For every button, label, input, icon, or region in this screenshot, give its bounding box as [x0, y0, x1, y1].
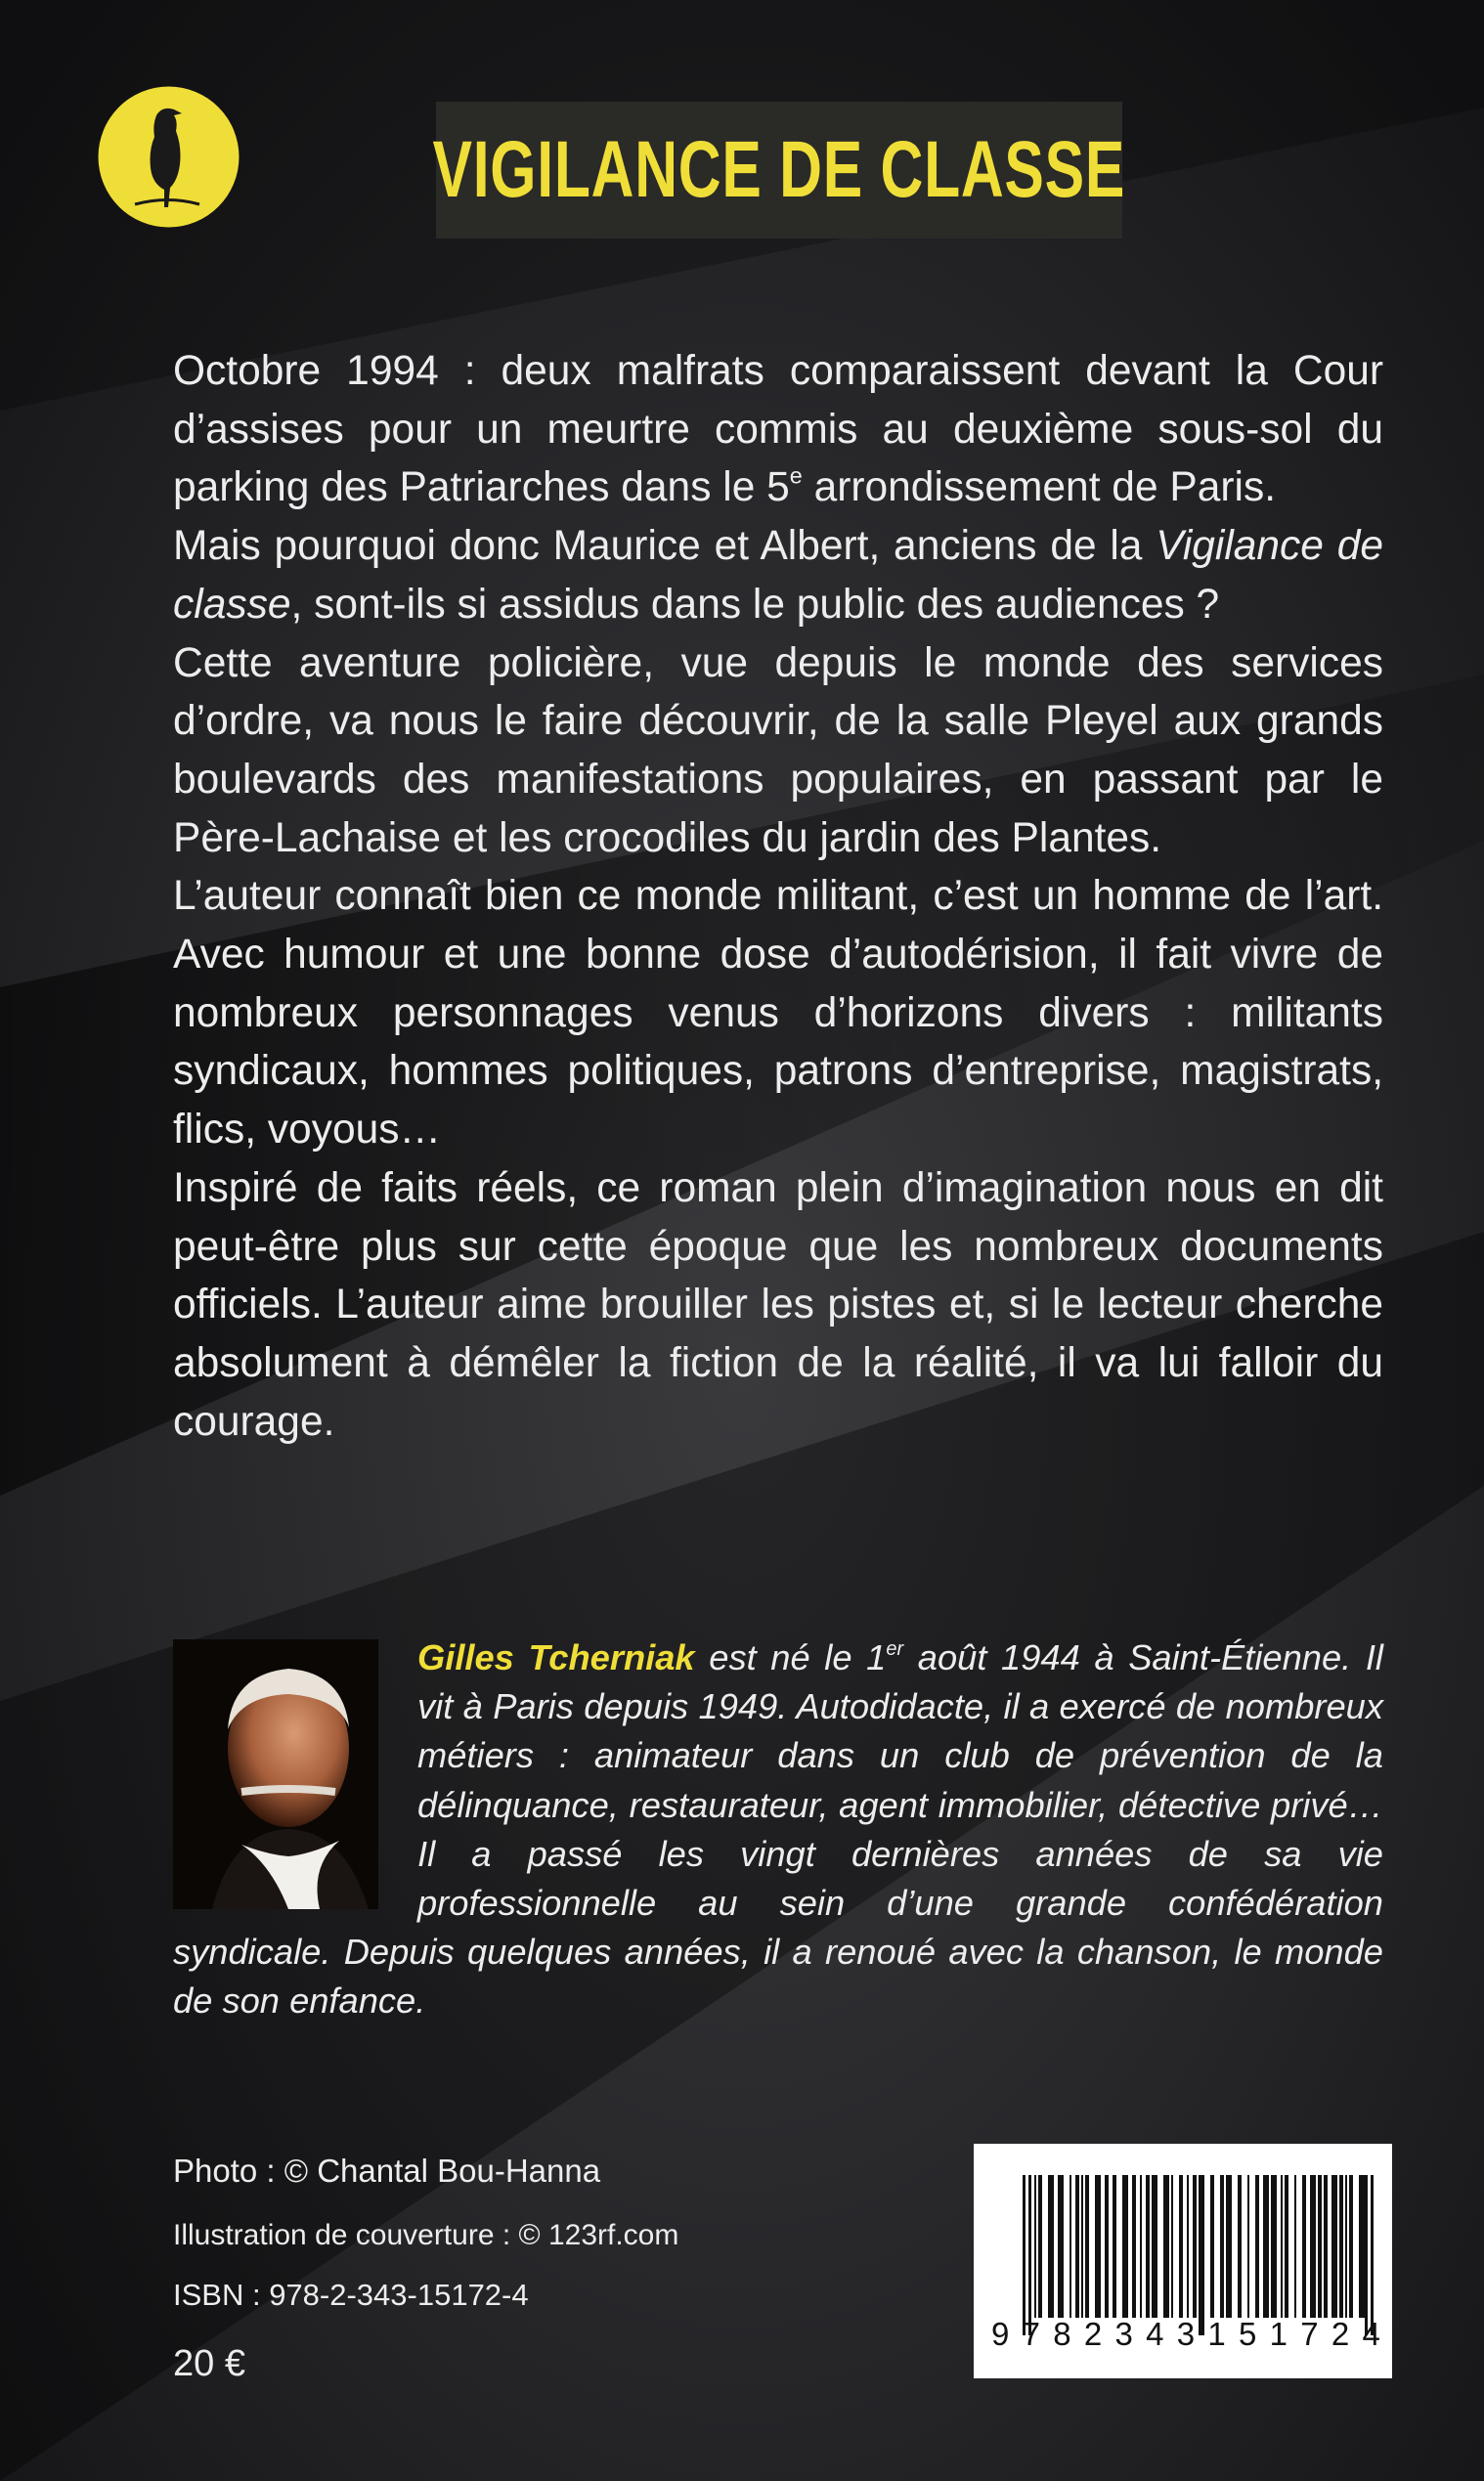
synopsis-run: Cette aventure policière, vue depuis le monde des services d’ordre, va nous le faire découvrir, de la salle Pleyel aux grands boulevards des manifestations populaires, en passant par le Père-Lachaise et les crocodiles du jardin des Plantes. [173, 639, 1383, 861]
barcode-digit: 2 [1331, 2316, 1352, 2352]
barcode [974, 2144, 1392, 2378]
synopsis-paragraph [173, 342, 1383, 517]
author-bio-run: er [886, 1638, 904, 1661]
barcode-digit: 3 [1176, 2316, 1198, 2352]
barcode-digit: 7 [1022, 2316, 1042, 2352]
barcode-bar [1095, 2175, 1101, 2318]
barcode-digit: 1 [1269, 2316, 1289, 2352]
synopsis-run: Mais pourquoi donc Maurice et Albert, anciens de la [173, 523, 1157, 570]
barcode-bar [1075, 2175, 1079, 2318]
barcode-digit: 2 [1083, 2316, 1105, 2352]
barcode-bar [1294, 2175, 1296, 2318]
barcode-bar [1349, 2175, 1353, 2318]
barcode-bar [1226, 2175, 1232, 2318]
synopsis [173, 342, 1383, 1451]
price: 20 € [173, 2343, 245, 2384]
barcode-digit: 4 [1362, 2316, 1382, 2352]
author-bio-run: août 1944 à Saint-Étienne. Il vit à Paris depuis 1949. Autodidacte, il a exercé de nombreux métiers : animateur dans un club de prévention de la délinquance, restaurateur, agent immobilier, détective privé… Il a passé les vingt dernières années de sa vie professionnelle au sein d’une grande confédération syndicale. Depuis quelques années, il a renoué avec la chanson, le monde de son enfance. [173, 1637, 1383, 2022]
barcode-bar [1105, 2175, 1109, 2318]
barcode-bar [1140, 2175, 1142, 2318]
synopsis-run: arrondissement de Paris. [802, 464, 1277, 511]
barcode-bar [1271, 2175, 1277, 2318]
barcode-bar [1028, 2175, 1031, 2335]
barcode-bar [1263, 2175, 1269, 2318]
barcode-digit: 7 [1300, 2316, 1321, 2352]
barcode-bar [1081, 2175, 1083, 2318]
author-name: Gilles Tcherniak [417, 1637, 695, 1677]
barcode-bar [1085, 2175, 1089, 2318]
barcode-bar [1310, 2175, 1316, 2318]
synopsis-paragraph [173, 1159, 1383, 1452]
barcode-bar [1345, 2175, 1347, 2318]
barcode-bar [1187, 2175, 1189, 2318]
barcode-bar [1048, 2175, 1054, 2318]
barcode-digit: 4 [1146, 2316, 1166, 2352]
barcode-bar [1220, 2175, 1224, 2318]
barcode-bar [1179, 2175, 1183, 2318]
barcode-bar [1210, 2175, 1214, 2318]
synopsis-run: L’auteur connaît bien ce monde militant, c’est un homme de l’art. Avec humour et une bonne dose d’autodérision, il fait vivre de nombreux personnages venus d’horizons divers : militants syndicaux, hommes politiques, patrons d’entreprise, magistrats, flics, voyous… [173, 873, 1383, 1153]
photo-credit: Photo : © Chantal Bou-Hanna [173, 2153, 601, 2189]
synopsis-run: Octobre 1994 : deux malfrats comparaissent devant la Cour d’assises pour un meurtre commis au deuxième sous-sol du parking des Patriarches dans le 5 [173, 348, 1383, 511]
barcode-bar [1023, 2175, 1026, 2335]
author-bio-run: est né le 1 [694, 1637, 887, 1677]
crow-logo-icon [98, 86, 240, 228]
synopsis-run: , sont-ils si assidus dans le public des audiences ? [290, 581, 1220, 628]
author-bio [173, 1633, 1383, 2026]
barcode-bar [1318, 2175, 1322, 2318]
barcode-digit: 5 [1239, 2316, 1259, 2352]
synopsis-run: Inspiré de faits réels, ce roman plein d’imagination nous en dit peut-être plus sur cette époque que les nombreux documents officiels. L’auteur aime brouiller les pistes et, si le lecteur cherche absolument à démêler la fiction de la réalité, il va lui falloir du courage. [173, 1164, 1383, 1445]
barcode-bar [1069, 2175, 1071, 2318]
book-title: VIGILANCE DE CLASSE [432, 125, 1126, 214]
barcode-digits [991, 2316, 1382, 2353]
barcode-bar [1302, 2175, 1306, 2318]
synopsis-run: Vigilance de classe [173, 523, 1383, 628]
barcode-bar [1281, 2175, 1283, 2318]
barcode-digit: 1 [1207, 2316, 1228, 2352]
barcode-bar [1193, 2175, 1197, 2318]
barcode-bar [1247, 2175, 1249, 2318]
barcode-bar [1113, 2175, 1116, 2318]
synopsis-run: e [789, 462, 803, 489]
barcode-bar [1339, 2175, 1343, 2318]
barcode-bar [1034, 2175, 1036, 2318]
barcode-bar [1152, 2175, 1157, 2318]
barcode-bar [1365, 2175, 1368, 2335]
barcode-bar [1199, 2175, 1204, 2335]
barcode-bar [1132, 2175, 1136, 2318]
barcode-bar [1255, 2175, 1259, 2318]
author-bio-paragraph [173, 1633, 1383, 2026]
barcode-bar [1058, 2175, 1064, 2318]
isbn: ISBN : 978-2-343-15172-4 [173, 2278, 529, 2312]
barcode-bar [1285, 2175, 1288, 2318]
barcode-bar [1238, 2175, 1242, 2318]
barcode-bar [1171, 2175, 1173, 2318]
barcode-bar [1163, 2175, 1169, 2318]
barcode-digit: 3 [1114, 2316, 1135, 2352]
synopsis-paragraph [173, 634, 1383, 868]
barcode-bar [1359, 2175, 1365, 2318]
barcode-bar [1146, 2175, 1150, 2318]
barcode-bar [1371, 2175, 1374, 2335]
barcode-digit: 8 [1053, 2316, 1073, 2352]
synopsis-paragraph [173, 517, 1383, 633]
synopsis-paragraph [173, 867, 1383, 1159]
barcode-bar [1331, 2175, 1337, 2318]
barcode-bar [1324, 2175, 1328, 2318]
barcode-bar [1038, 2175, 1042, 2318]
barcode-bar [1122, 2175, 1128, 2318]
barcode-digit: 9 [991, 2316, 1012, 2352]
illustration-credit: Illustration de couverture : © 123rf.com [173, 2219, 679, 2251]
title-banner [432, 102, 1126, 239]
